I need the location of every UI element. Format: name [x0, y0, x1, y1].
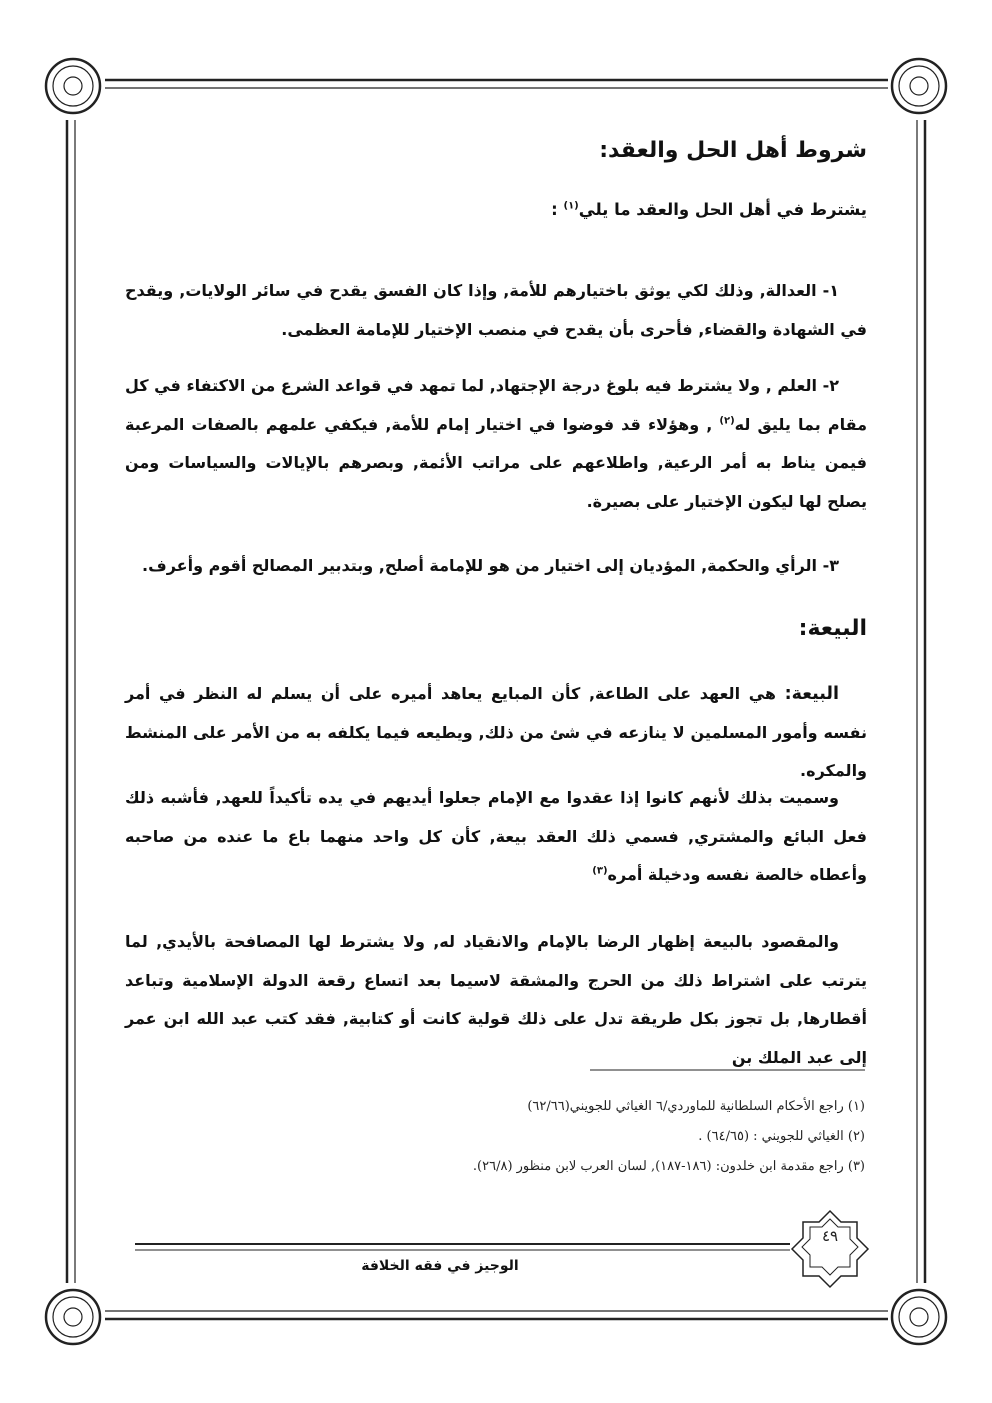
corner-ornament-icon	[892, 59, 946, 113]
bayah-purpose-paragraph: والمقصود بالبيعة إظهار الرضا بالإمام والانقياد له, ولا يشترط لها المصافحة بالأيدي, لما يترتب على اشتراط ذلك من الحرج والمشقة لاسيما بعد اتساع رقعة الدولة الإسلامية وتباعد أقطارها, بل تجوز بكل طريقة تدل على ذلك قولية كانت أو كتابية, فقد كتب عبد الله ابن عمر إلى عبد الملك بن	[125, 932, 867, 1067]
bayah-naming-paragraph	[125, 779, 867, 895]
footnote-1: (١) راجع الأحكام السلطانية للماوردي/٦ الغياثي للجويني(٦٢/٦٦)	[527, 1099, 865, 1114]
condition-item-1: ١- العدالة, وذلك لكي يوثق باختيارهم للأمة, وإذا كان الفسق يقدح في سائر الولايات, ويقدح في الشهادة والقضاء, فأحرى بأن يقدح في منصب الإختيار للإمامة العظمى.	[125, 281, 867, 339]
corner-ornament-icon	[46, 1290, 100, 1344]
intro-line	[551, 200, 867, 219]
footnote-ref-3: (٣)	[592, 865, 608, 877]
footnote-ref-1: (١)	[563, 200, 579, 212]
intro-end: :	[551, 200, 564, 219]
section-heading-conditions: شروط أهل الحل والعقد:	[599, 138, 867, 163]
intro-text: يشترط في أهل الحل والعقد ما يلي	[578, 200, 867, 219]
footnotes	[160, 1092, 865, 1182]
bayah-definition-text: هي العهد على الطاعة, كأن المبايع يعاهد أميره على أن يسلم له النظر في أمر نفسه وأمور المسلمين لا ينازعه في شئ من ذلك, ويطيعه فيما يكلفه به من الأمر على المنشط والمكره.	[125, 684, 867, 780]
footnote-2: (٢) الغياثي للجويني : (٦٤/٦٥) .	[698, 1129, 865, 1144]
footnote-ref-2: (٢)	[719, 415, 735, 427]
page-number: ٤٩	[821, 1227, 839, 1245]
footer-rule	[135, 1244, 790, 1250]
bayah-naming-text: وسميت بذلك لأنهم كانوا إذا عقدوا مع الإمام جعلوا أيديهم في يده تأكيداً للعهد, فأشبه ذلك فعل البائع والمشتري, فسمي ذلك العقد بيعة, كأن كل واحد منهما باع ما عنده من صاحبه وأعطاه خالصة نفسه ودخيلة أمره	[125, 788, 867, 884]
page-number-badge-icon	[792, 1211, 868, 1287]
bayah-definition	[125, 675, 867, 791]
condition-item-2-rest: , وهؤلاء قد فوضوا في اختيار إمام للأمة, فيكفي علمهم بالصفات المرعبة فيمن يناط به أمر الرعية, واطلاعهم على مراتب الأئمة, وبصرهم بالإيالات والسياسات ومن يصلح لها ليكون الإختيار على بصيرة.	[125, 414, 867, 511]
footnote-3: (٣) راجع مقدمة ابن خلدون: (١٨٦-١٨٧), لسان العرب لابن منظور (٢٦/٨).	[472, 1159, 865, 1174]
condition-item-2	[125, 367, 867, 521]
condition-item-2-text: ٢- العلم , ولا يشترط فيه بلوغ درجة الإجتهاد, لما تمهد في قواعد الشرع من الاكتفاء في كل مقام بما يليق له	[125, 376, 867, 434]
corner-ornament-icon	[892, 1290, 946, 1344]
book-title: الوجيز في فقه الخلافة	[361, 1258, 519, 1274]
corner-ornament-icon	[46, 59, 100, 113]
section-heading-bayah: البيعة:	[798, 616, 867, 641]
condition-item-3: ٣- الرأي والحكمة, المؤديان إلى اختيار من هو للإمامة أصلح, وبتدبير المصالح أقوم وأعرف.	[142, 556, 839, 575]
bayah-lead-term: البيعة:	[784, 684, 839, 704]
